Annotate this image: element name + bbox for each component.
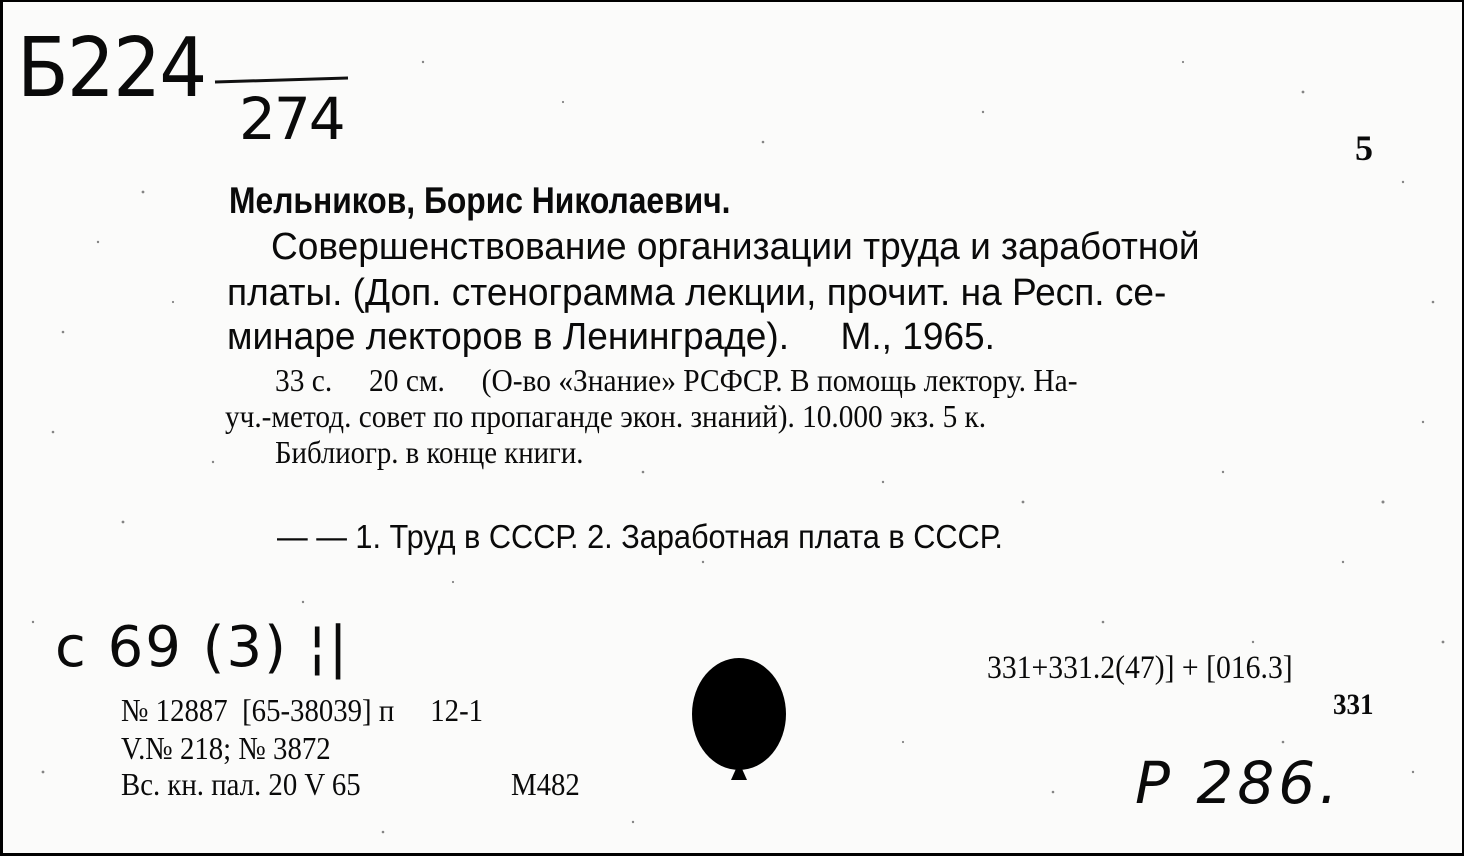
card-number: 5 bbox=[1355, 128, 1373, 168]
record-line-2: V.№ 218; № 3872 bbox=[121, 730, 331, 766]
title-line-2: платы. (Доп. стенограмма лекции, прочит. на Респ. се- bbox=[227, 272, 1167, 314]
description-line-1: 33 с. 20 см. (О-во «Знание» РСФСР. В помощь лектору. На- bbox=[275, 362, 1078, 398]
author-heading: Мельников, Борис Николаевич. bbox=[229, 180, 731, 221]
record-code: М482 bbox=[511, 766, 580, 802]
shelfmark-main: Б224 bbox=[17, 21, 206, 116]
shelfmark-sub: 274 bbox=[239, 85, 344, 153]
title-line-1: Совершенствование организации труда и заработной bbox=[271, 226, 1200, 268]
description-line-3: Библиогр. в конце книги. bbox=[275, 434, 584, 470]
title-line-3: минаре лекторов в Ленинграде). М., 1965. bbox=[227, 316, 995, 358]
record-line-3: Вс. кн. пал. 20 V 65 bbox=[121, 766, 361, 802]
description-line-2: уч.-метод. совет по пропаганде экон. знаний). 10.000 экз. 5 к. bbox=[225, 398, 987, 434]
punch-hole bbox=[692, 658, 786, 770]
handwritten-class: с 69 (3) ¦| bbox=[55, 615, 350, 680]
handwritten-code: Р 286. bbox=[1135, 749, 1342, 817]
subject-headings: — — 1. Труд в СССР. 2. Заработная плата в СССР. bbox=[277, 518, 1003, 555]
classification-index: 331+331.2(47)] + [016.3] bbox=[987, 650, 1293, 686]
record-line-1: № 12887 [65-38039] п 12-1 bbox=[121, 692, 484, 728]
classification-sub: 331 bbox=[1333, 688, 1374, 721]
